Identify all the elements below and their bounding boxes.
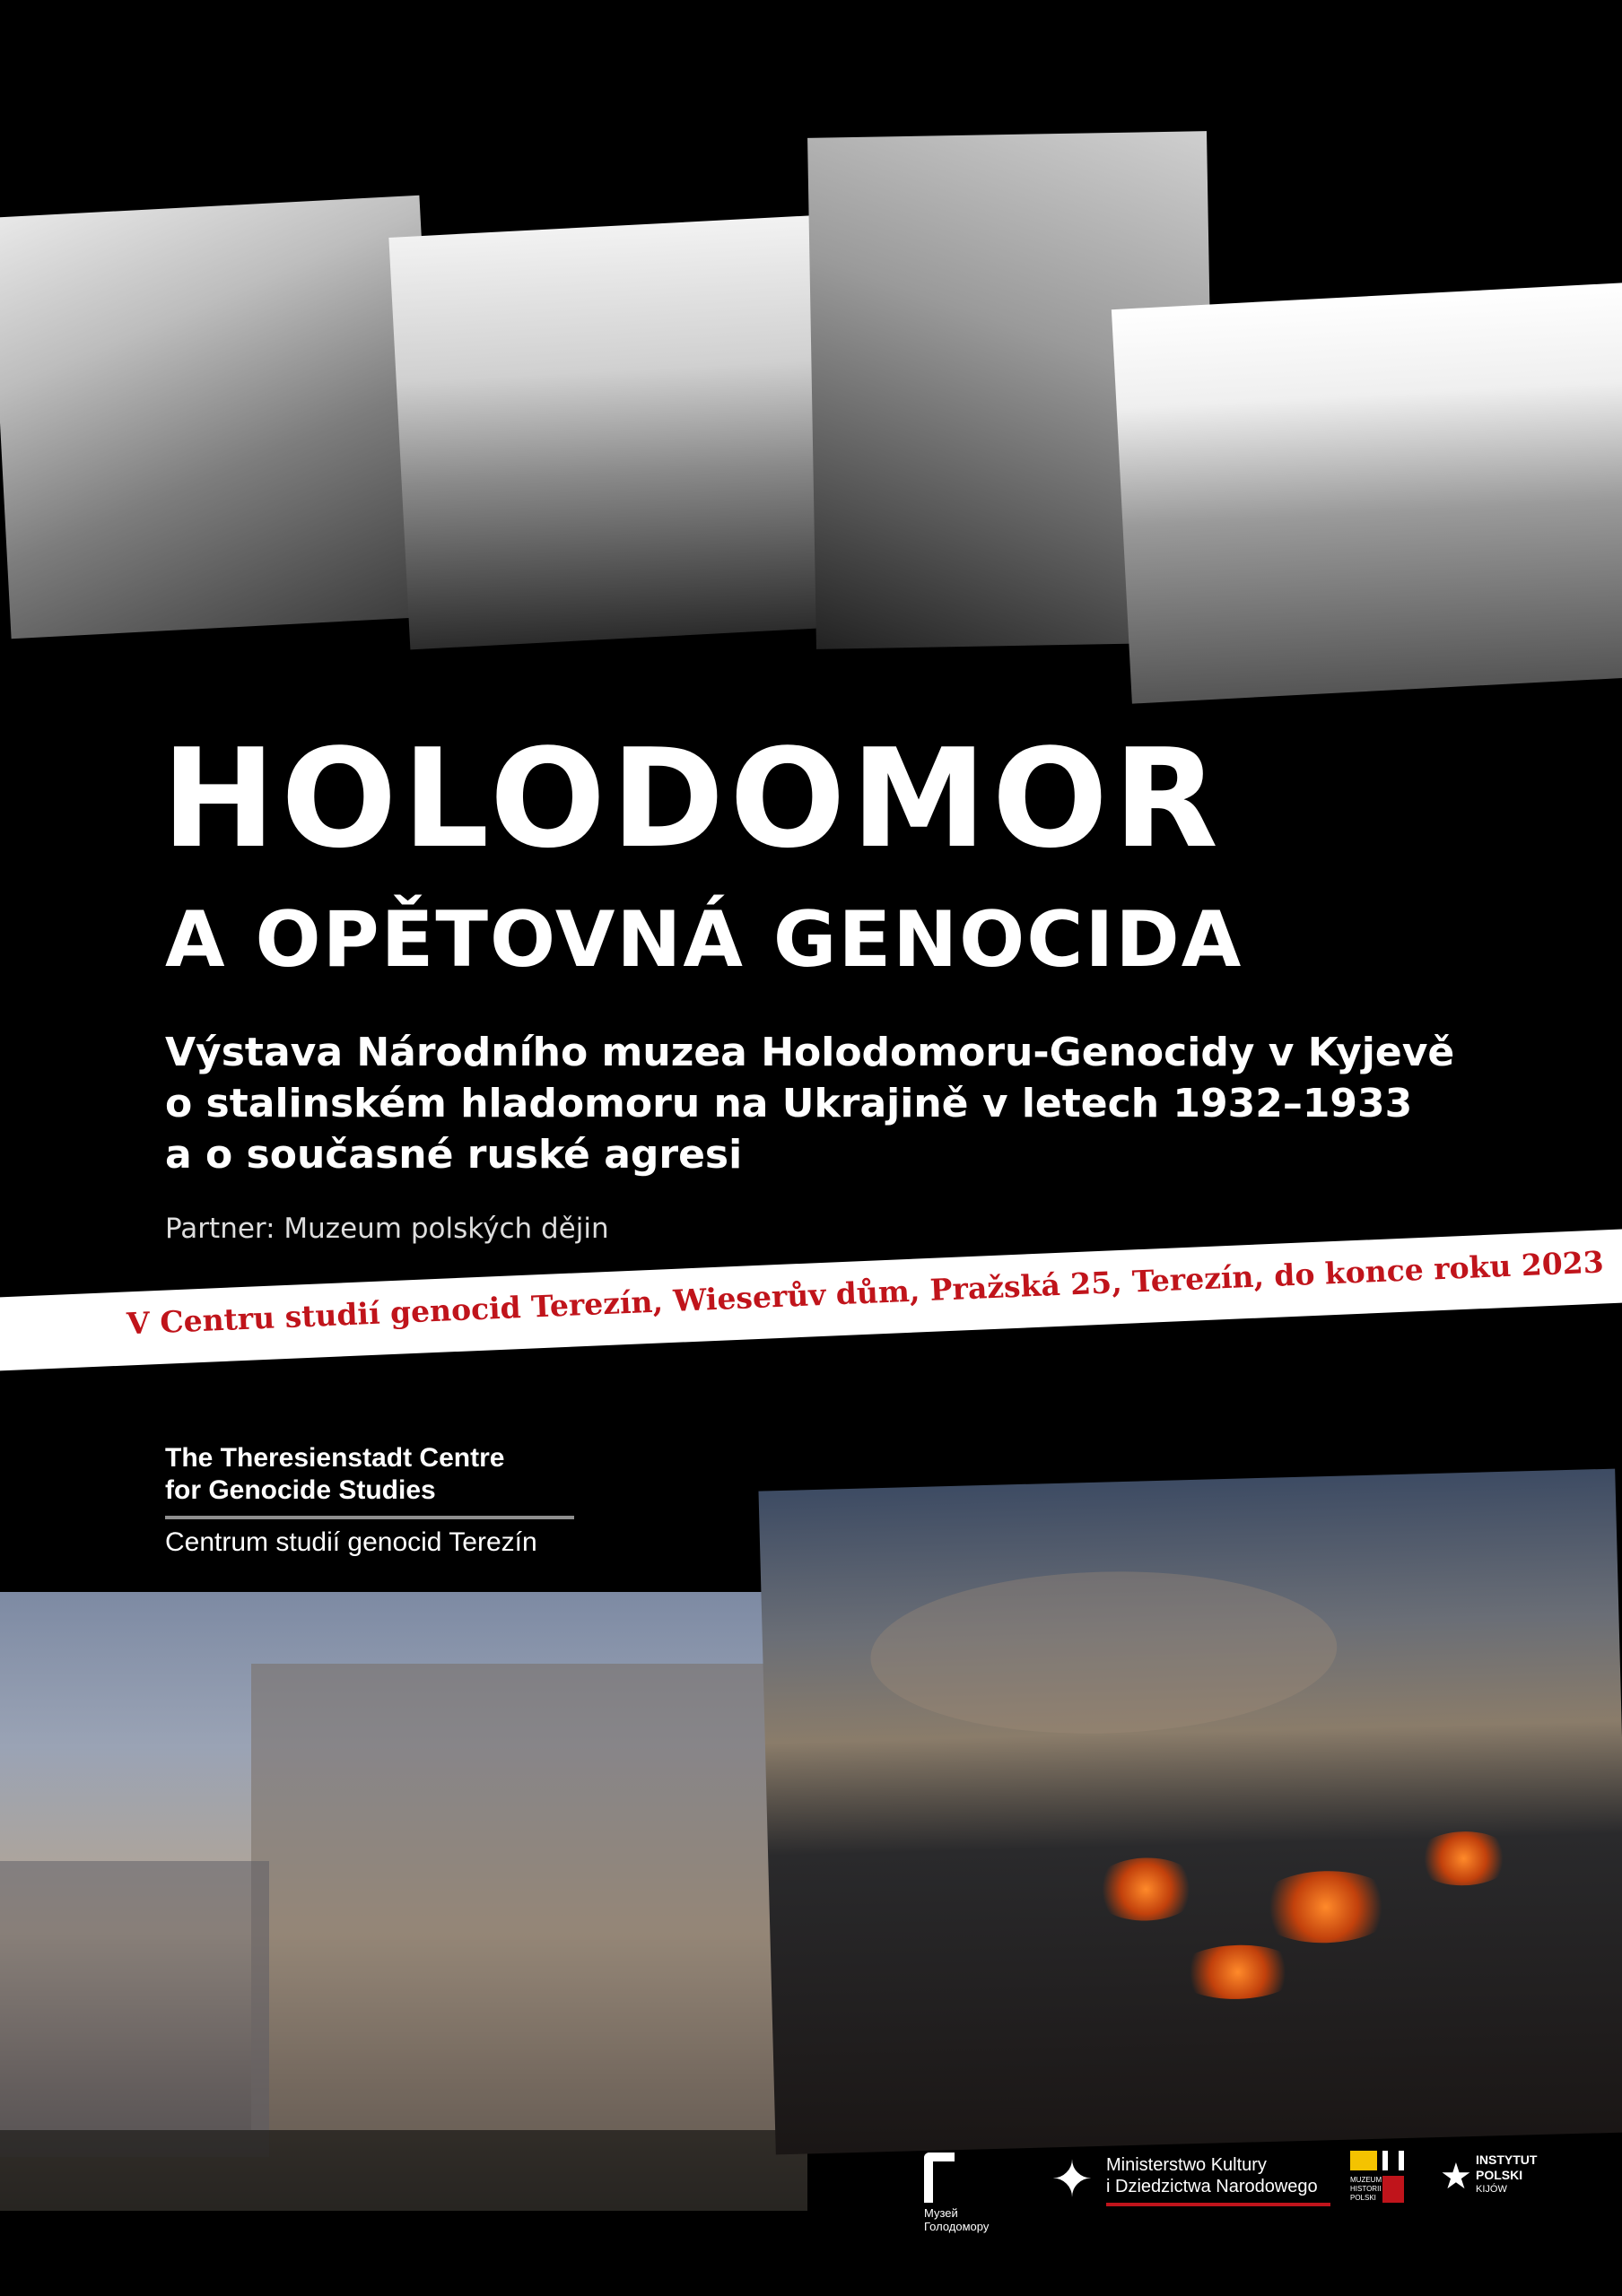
mhp-line3: POLSKI [1350, 2194, 1376, 2202]
ministry-logo [1045, 2151, 1341, 2213]
centre-name-en-line2: for Genocide Studies [165, 1475, 436, 1505]
archival-photo-guarded-barn [0, 196, 441, 639]
photo-damaged-apartment-block [0, 1592, 807, 2211]
ministry-logo-line2: i Dziedzictwa Narodowego [1106, 2177, 1318, 2196]
instytut-line2: POLSKI [1476, 2168, 1523, 2182]
description-line: Výstava Národního muzea Holodomoru-Genocidy v Kyjevě [165, 1030, 1455, 1075]
centre-logo [165, 1442, 574, 1559]
instytut-line3: KIJÓW [1476, 2184, 1507, 2195]
mhp-p-icon [1382, 2176, 1404, 2203]
museum-logo-line2: Голодомору [924, 2220, 990, 2233]
exhibition-description [165, 1027, 1454, 1180]
description-line: o stalinském hladomoru na Ukrajině v letech 1932–1933 [165, 1081, 1413, 1126]
museum-mark-icon [924, 2152, 955, 2203]
polish-eagle-icon: ✦ [1051, 2151, 1094, 2207]
instytut-line1: INSTYTUT [1476, 2152, 1538, 2167]
page-title: HOLODOMOR [161, 719, 1224, 878]
museum-of-polish-history-logo [1350, 2151, 1417, 2222]
museum-logo-line1: Музей [924, 2206, 958, 2220]
venue-banner-text: V Centru studií genocid Terezín, Wieserův dům, Pražská 25, Terezín, do konce roku 2023 [126, 1244, 1605, 1342]
centre-name-cz: Centrum studií genocid Terezín [165, 1527, 537, 1557]
centre-divider [165, 1516, 574, 1519]
photo-burning-ruins [758, 1469, 1622, 2155]
venue-banner [0, 1227, 1622, 1371]
instytut-polski-logo [1440, 2151, 1539, 2222]
holodomor-museum-logo [924, 2152, 1023, 2233]
ministry-logo-line1: Ministerstwo Kultury [1106, 2155, 1267, 2175]
archival-photo-group-field [1112, 283, 1622, 703]
ministry-underline [1106, 2203, 1330, 2206]
partner-text: Partner: Muzeum polských dějin [165, 1213, 609, 1245]
instytut-figure-icon: ★ [1440, 2157, 1472, 2196]
mhp-line1: MUZEUM [1350, 2176, 1382, 2184]
mhp-crown-icon [1350, 2151, 1377, 2170]
description-line: a o současné ruské agresi [165, 1132, 743, 1178]
mhp-h-icon [1382, 2151, 1404, 2170]
page-subtitle: A OPĚTOVNÁ GENOCIDA [165, 895, 1243, 985]
mhp-line2: HISTORII [1350, 2185, 1382, 2193]
centre-name-en-line1: The Theresienstadt Centre [165, 1443, 505, 1473]
